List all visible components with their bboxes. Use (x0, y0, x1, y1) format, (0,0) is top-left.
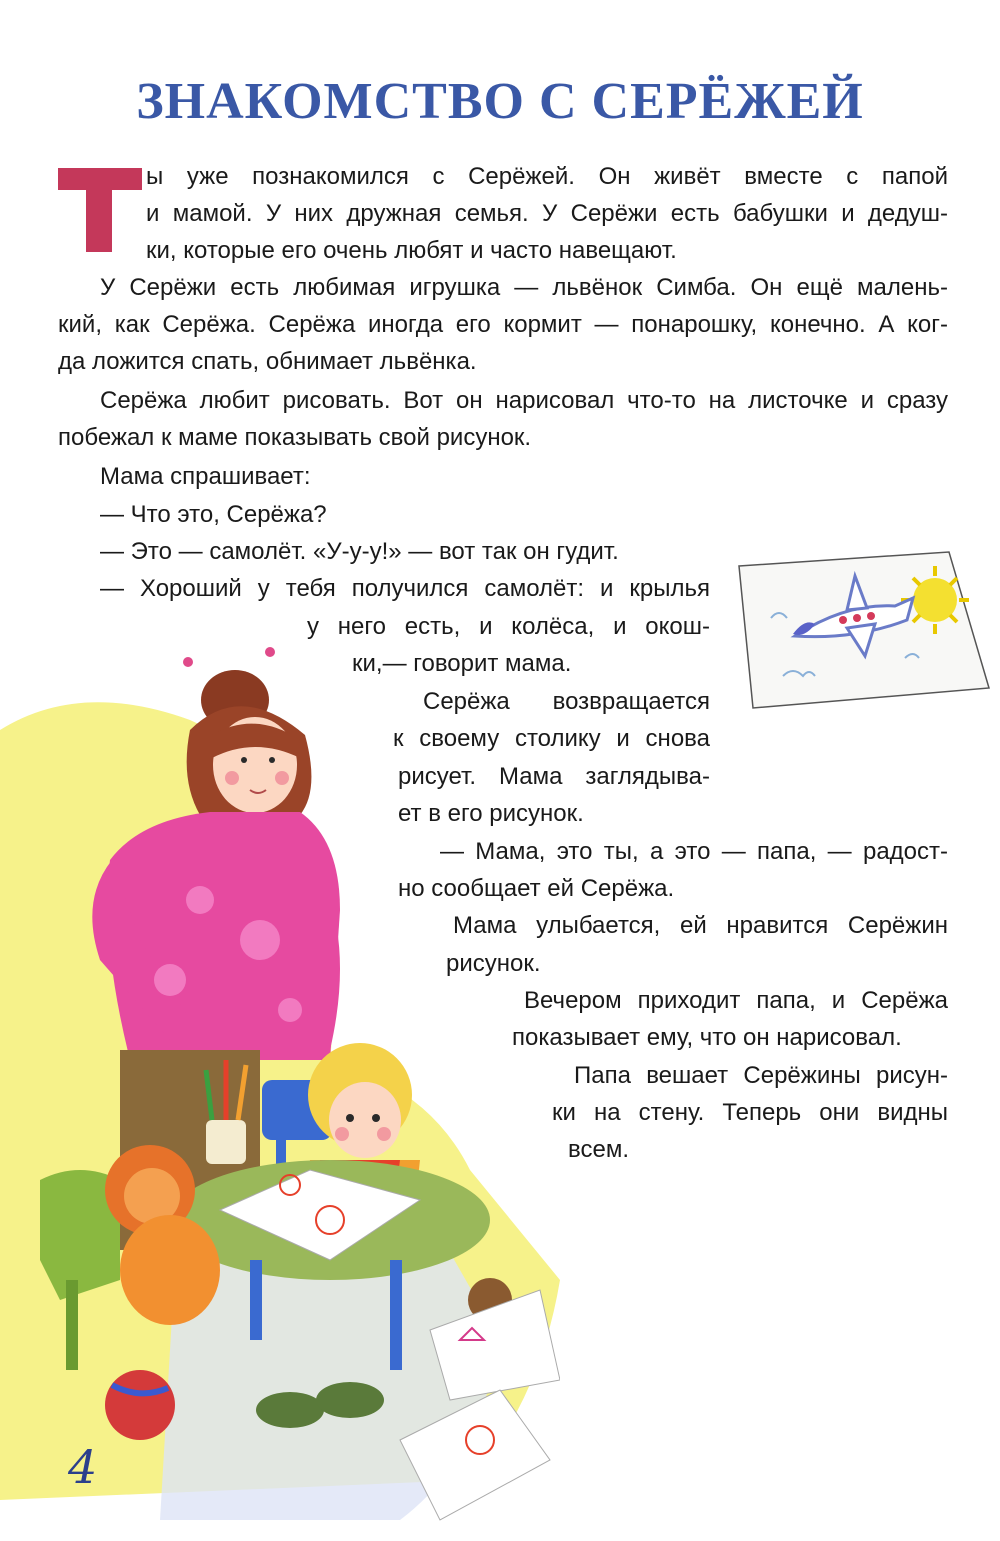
page-number: 4 (68, 1440, 98, 1494)
text-line: показывает ему, что он нарисовал. (512, 1024, 902, 1051)
text-line: Мама спрашивает: (100, 463, 311, 490)
page-title: ЗНАКОМСТВО С СЕРЁЖЕЙ (136, 73, 864, 130)
text-line: у него есть, и колёса, и окош- (307, 613, 710, 640)
text-line: ет в его рисунок. (398, 800, 584, 827)
text-line: всем. (568, 1136, 629, 1163)
text-line: Папа вешает Серёжины рисун- (574, 1062, 948, 1089)
text-line: и мамой. У них дружная семья. У Серёжи есть бабушки и дедуш- (146, 200, 948, 227)
text-line: кий, как Серёжа. Серёжа иногда его кормит — понарошку, конечно. А ког- (58, 311, 948, 338)
text-line: — Что это, Серёжа? (100, 501, 327, 528)
text-line: к своему столику и снова (393, 725, 710, 752)
drop-cap (58, 168, 142, 252)
text-line: рисунок. (446, 950, 541, 977)
text-line: побежал к маме показывать свой рисунок. (58, 424, 532, 451)
text-line: но сообщает ей Серёжа. (398, 875, 675, 902)
text-line: Серёжа любит рисовать. Вот он нарисовал что-то на листочке и сразу (100, 387, 948, 414)
mother-and-child-illustration (0, 640, 560, 1540)
text-line: Вечером приходит папа, и Серёжа (524, 987, 948, 1014)
text-line: да ложится спать, обнимает львёнка. (58, 348, 477, 375)
text-line: ки,— говорит мама. (352, 650, 572, 677)
text-line: У Серёжи есть любимая игрушка — львёнок Симба. Он ещё малень- (100, 274, 948, 301)
text-line: Мама улыбается, ей нравится Серёжин (453, 912, 948, 939)
text-line: рисует. Мама заглядыва- (398, 763, 710, 790)
text-line: — Это — самолёт. «У-у-у!» — вот так он гудит. (100, 538, 619, 565)
text-line: — Хороший у тебя получился самолёт: и крылья (100, 575, 710, 602)
text-line: Серёжа возвращается (423, 688, 710, 715)
text-line: ки на стену. Теперь они видны (552, 1099, 948, 1126)
airplane-drawing (735, 548, 997, 716)
text-line: ы уже познакомился с Серёжей. Он живёт вместе с папой (146, 163, 948, 190)
text-line: ки, которые его очень любят и часто навещают. (146, 237, 677, 264)
text-line: — Мама, это ты, а это — папа, — радост- (440, 838, 948, 865)
